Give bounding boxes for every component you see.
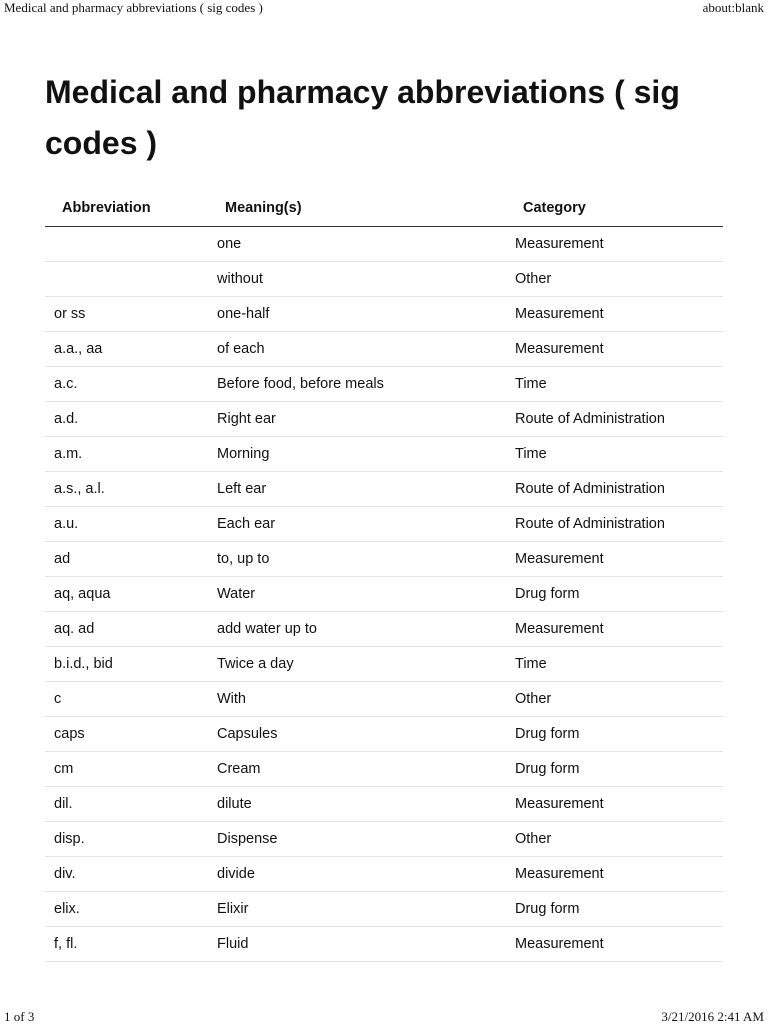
cell-meaning: Twice a day — [217, 647, 506, 682]
cell-meaning: Each ear — [217, 507, 506, 542]
cell-category: Time — [506, 647, 723, 682]
table-row — [45, 857, 723, 892]
cell-category: Measurement — [506, 612, 723, 647]
cell-category: Other — [506, 682, 723, 717]
cell-category: Drug form — [506, 577, 723, 612]
table-row — [45, 507, 723, 542]
cell-meaning: Cream — [217, 752, 506, 787]
cell-meaning: Capsules — [217, 717, 506, 752]
table-header-row — [45, 190, 723, 227]
table-row — [45, 262, 723, 297]
cell-category: Drug form — [506, 752, 723, 787]
cell-meaning: without — [217, 262, 506, 297]
table-row — [45, 437, 723, 472]
table-row — [45, 822, 723, 857]
cell-abbreviation: div. — [45, 857, 217, 892]
column-header-meaning: Meaning(s) — [217, 190, 506, 227]
cell-meaning: With — [217, 682, 506, 717]
cell-abbreviation: a.m. — [45, 437, 217, 472]
cell-abbreviation: a.a., aa — [45, 332, 217, 367]
cell-abbreviation: c — [45, 682, 217, 717]
cell-meaning: dilute — [217, 787, 506, 822]
cell-abbreviation: a.c. — [45, 367, 217, 402]
cell-category: Other — [506, 262, 723, 297]
cell-abbreviation: a.d. — [45, 402, 217, 437]
cell-abbreviation: or ss — [45, 297, 217, 332]
cell-meaning: Left ear — [217, 472, 506, 507]
print-footer-timestamp: 3/21/2016 2:41 AM — [661, 1009, 764, 1024]
cell-category: Measurement — [506, 297, 723, 332]
cell-abbreviation: caps — [45, 717, 217, 752]
cell-meaning: Elixir — [217, 892, 506, 927]
cell-abbreviation: cm — [45, 752, 217, 787]
table-row — [45, 717, 723, 752]
cell-meaning: one — [217, 227, 506, 262]
table-row — [45, 612, 723, 647]
cell-category: Other — [506, 822, 723, 857]
cell-category: Route of Administration — [506, 402, 723, 437]
table-row — [45, 472, 723, 507]
table-row — [45, 752, 723, 787]
table-row — [45, 927, 723, 962]
cell-category: Route of Administration — [506, 472, 723, 507]
table-row — [45, 577, 723, 612]
cell-abbreviation: aq, aqua — [45, 577, 217, 612]
cell-abbreviation: a.u. — [45, 507, 217, 542]
cell-abbreviation: aq. ad — [45, 612, 217, 647]
table-row — [45, 787, 723, 822]
print-footer-page-number: 1 of 3 — [4, 1009, 35, 1024]
page-title: Medical and pharmacy abbreviations ( sig codes ) — [45, 74, 680, 161]
cell-category: Measurement — [506, 787, 723, 822]
cell-meaning: Fluid — [217, 927, 506, 962]
cell-meaning: of each — [217, 332, 506, 367]
table-row — [45, 297, 723, 332]
cell-category: Time — [506, 437, 723, 472]
cell-abbreviation: b.i.d., bid — [45, 647, 217, 682]
table-row — [45, 892, 723, 927]
table-row — [45, 542, 723, 577]
cell-category: Measurement — [506, 542, 723, 577]
table-row — [45, 647, 723, 682]
cell-abbreviation — [45, 262, 217, 297]
table-row — [45, 227, 723, 262]
cell-meaning: divide — [217, 857, 506, 892]
cell-category: Route of Administration — [506, 507, 723, 542]
cell-meaning: Water — [217, 577, 506, 612]
cell-meaning: Right ear — [217, 402, 506, 437]
cell-category: Measurement — [506, 927, 723, 962]
column-header-abbreviation: Abbreviation — [45, 190, 217, 227]
cell-category: Measurement — [506, 332, 723, 367]
cell-category: Drug form — [506, 717, 723, 752]
table-row — [45, 332, 723, 367]
cell-meaning: to, up to — [217, 542, 506, 577]
table-body — [45, 227, 723, 962]
cell-meaning: add water up to — [217, 612, 506, 647]
cell-meaning: one-half — [217, 297, 506, 332]
cell-category: Drug form — [506, 892, 723, 927]
column-header-category: Category — [506, 190, 723, 227]
cell-meaning: Before food, before meals — [217, 367, 506, 402]
print-header-url: about:blank — [702, 0, 764, 15]
cell-meaning: Morning — [217, 437, 506, 472]
cell-abbreviation: dil. — [45, 787, 217, 822]
cell-meaning: Dispense — [217, 822, 506, 857]
cell-category: Time — [506, 367, 723, 402]
cell-abbreviation: disp. — [45, 822, 217, 857]
print-header-title: Medical and pharmacy abbreviations ( sig codes ) — [4, 0, 263, 15]
cell-abbreviation: f, fl. — [45, 927, 217, 962]
cell-category: Measurement — [506, 227, 723, 262]
cell-category: Measurement — [506, 857, 723, 892]
cell-abbreviation: a.s., a.l. — [45, 472, 217, 507]
abbreviations-table — [45, 190, 723, 962]
table-row — [45, 367, 723, 402]
table-row — [45, 682, 723, 717]
cell-abbreviation: ad — [45, 542, 217, 577]
cell-abbreviation: elix. — [45, 892, 217, 927]
table-row — [45, 402, 723, 437]
cell-abbreviation — [45, 227, 217, 262]
